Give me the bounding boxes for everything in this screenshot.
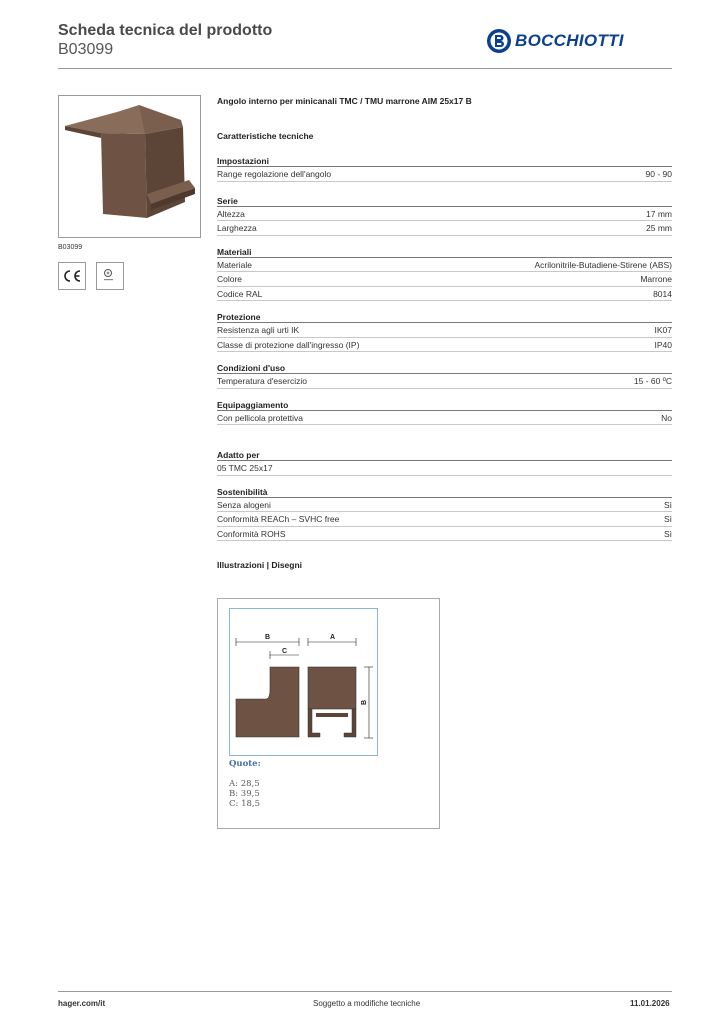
spec-row (217, 338, 672, 353)
quote-c: C: 18,5 (229, 799, 260, 809)
header-divider (58, 68, 672, 69)
product-image (58, 95, 201, 238)
doc-title: Scheda tecnica del prodotto (58, 22, 273, 39)
section-title: Protezione (217, 311, 672, 323)
spec-label: Altezza (217, 208, 245, 219)
spec-row (217, 527, 672, 542)
spec-value: Sì (663, 528, 672, 539)
footer-date: 11.01.2026 (630, 999, 670, 1008)
spec-label: Codice RAL (217, 288, 263, 299)
spec-row (217, 207, 672, 222)
product-photo-icon (59, 96, 200, 237)
spec-row (217, 374, 672, 389)
spec-value: IK07 (654, 325, 672, 335)
spec-row (217, 411, 672, 426)
bocchiotti-logo-icon (486, 28, 512, 54)
product-name: Angolo interno per minicanali TMC / TMU marrone AIM 25x17 B (217, 96, 472, 106)
illustrations-heading: Illustrazioni | Disegni (217, 560, 303, 570)
spec-value: 90 - 90 (645, 169, 672, 179)
technical-drawing-icon (230, 609, 377, 755)
section-title: Impostazioni (217, 155, 672, 167)
spec-value: 17 mm (646, 208, 672, 219)
spec-label: Resistenza agli urti IK (217, 325, 300, 335)
spec-value: IP40 (654, 339, 672, 350)
spec-value: 15 - 60 ºC (633, 376, 672, 386)
quote-a: A: 28,5 (229, 779, 260, 789)
dim-label-a: A (330, 634, 336, 641)
spec-label: Temperatura d'esercizio (217, 376, 307, 386)
spec-section-protezione (217, 311, 672, 352)
dim-label-b-vertical: B (361, 699, 368, 705)
spec-value: Marrone (640, 274, 672, 284)
spec-label: Senza alogeni (217, 499, 271, 510)
quote-title: Quote: (229, 759, 261, 769)
ce-mark-icon (62, 269, 82, 283)
dimension-drawing (229, 608, 378, 756)
spec-value: No (661, 412, 672, 423)
spec-row (217, 287, 672, 302)
spec-row (217, 221, 672, 236)
specs-heading: Caratteristiche tecniche (217, 131, 314, 141)
spec-section-impostazioni (217, 155, 672, 182)
spec-row (217, 461, 672, 476)
spec-section-materiali (217, 246, 672, 302)
dim-label-c: C (282, 648, 288, 655)
footer-website[interactable]: hager.com/it (58, 999, 106, 1008)
spec-value: Sì (663, 514, 672, 524)
spec-section-equipaggiamento (217, 399, 672, 426)
suitable-for-section (217, 449, 672, 476)
spec-value: 8014 (653, 288, 672, 299)
ce-certification (58, 262, 86, 290)
suitable-item: 05 TMC 25x17 (217, 463, 273, 473)
spec-label: Conformità REACh – SVHC free (217, 514, 340, 524)
spec-label: Larghezza (217, 223, 257, 233)
section-title: Sostenibilità (217, 486, 672, 498)
dimension-values (229, 759, 261, 809)
quote-b: B: 39,5 (229, 789, 260, 799)
sustainability-section (217, 486, 672, 542)
product-code: B03099 (58, 41, 114, 58)
brand-logo (486, 28, 624, 54)
spec-row (217, 512, 672, 527)
product-image-caption: B03099 (58, 244, 83, 251)
technical-specifications (217, 95, 672, 571)
section-title: Serie (217, 195, 672, 207)
footer-notice: Soggetto a modifiche tecniche (313, 999, 421, 1008)
spec-label: Classe di protezione dall'ingresso (IP) (217, 339, 360, 350)
spec-row (217, 258, 672, 273)
spec-section-condizioni (217, 362, 672, 389)
section-title: Materiali (217, 246, 672, 258)
spec-label: Range regolazione dell'angolo (217, 169, 332, 179)
spec-label: Con pellicola protettiva (217, 412, 303, 423)
spec-section-serie (217, 195, 672, 236)
spec-value: Sì (663, 499, 672, 510)
spec-row (217, 498, 672, 513)
spec-value: 25 mm (646, 223, 672, 233)
imq-certification (96, 262, 124, 290)
imq-mark-icon (100, 266, 120, 286)
section-title: Condizioni d'uso (217, 362, 672, 374)
footer-divider (58, 991, 672, 992)
section-title: Equipaggiamento (217, 399, 672, 411)
spec-label: Colore (217, 274, 243, 284)
dim-label-b: B (265, 634, 271, 641)
spec-row (217, 272, 672, 287)
spec-row (217, 323, 672, 338)
page-header (58, 22, 272, 59)
logo-text: BOCCHIOTTI (515, 31, 624, 50)
spec-row (217, 167, 672, 182)
dimension-drawing-box (217, 598, 440, 829)
spec-value: Acrilonitrile-Butadiene-Stirene (ABS) (534, 259, 672, 270)
spec-label: Materiale (217, 259, 252, 270)
spec-label: Conformità ROHS (217, 528, 286, 539)
section-title: Adatto per (217, 449, 672, 461)
